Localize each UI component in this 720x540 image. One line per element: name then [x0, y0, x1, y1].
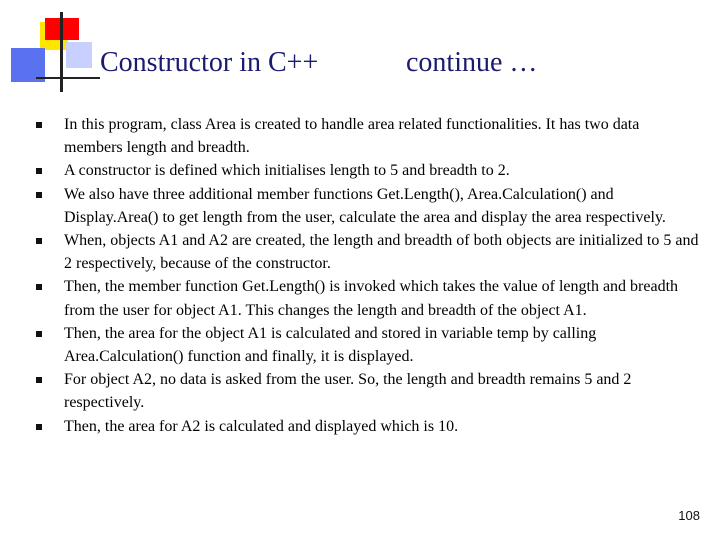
bullet-text: In this program, class Area is created to handle area related functionalities. It has two data members length and breadth. [64, 116, 640, 157]
slide-title-main: Constructor in C++ [100, 47, 319, 78]
square-bullet-icon [36, 331, 42, 337]
decorative-logo [0, 0, 100, 100]
logo-vertical-line [60, 12, 63, 92]
bullet-item [36, 322, 701, 368]
bullet-text: A constructor is defined which initialises length to 5 and breadth to 2. [64, 162, 510, 180]
bullet-item [36, 159, 701, 182]
square-bullet-icon [36, 238, 42, 244]
square-bullet-icon [36, 284, 42, 290]
bullet-item [36, 113, 701, 159]
bullet-list [36, 113, 701, 438]
bullet-item [36, 275, 701, 321]
page-number: 108 [678, 508, 700, 523]
bullet-text: Then, the member function Get.Length() is invoked which takes the value of length and breadth from the user for object A1. This changes the length and breadth of the object A1. [64, 278, 679, 319]
bullet-text: Then, the area for the object A1 is calculated and stored in variable temp by calling Area.Calculation() function and finally, it is displayed. [64, 324, 597, 366]
square-bullet-icon [36, 424, 42, 430]
bullet-item [36, 368, 701, 414]
square-bullet-icon [36, 192, 42, 198]
bullet-item [36, 229, 701, 275]
square-bullet-icon [36, 122, 42, 128]
bullet-text: When, objects A1 and A2 are created, the length and breadth of both objects are initialized to 5 and 2 respectively, because of the constructor. [64, 232, 699, 273]
bullet-item [36, 183, 701, 229]
logo-horizontal-line [36, 77, 100, 79]
slide-title-continue: continue … [406, 47, 538, 78]
square-bullet-icon [36, 377, 42, 383]
slide-title [100, 47, 538, 79]
logo-light-blue-square [66, 42, 92, 68]
bullet-text: Then, the area for A2 is calculated and displayed which is 10. [64, 417, 459, 435]
bullet-text: For object A2, no data is asked from the user. So, the length and breadth remains 5 and 2 respectively. [64, 371, 632, 412]
bullet-item [36, 415, 701, 438]
square-bullet-icon [36, 168, 42, 174]
bullet-text: We also have three additional member functions Get.Length(), Area.Calculation() and Display.Area() to get length from the user, calculate the area and display the area respectively. [64, 185, 666, 226]
